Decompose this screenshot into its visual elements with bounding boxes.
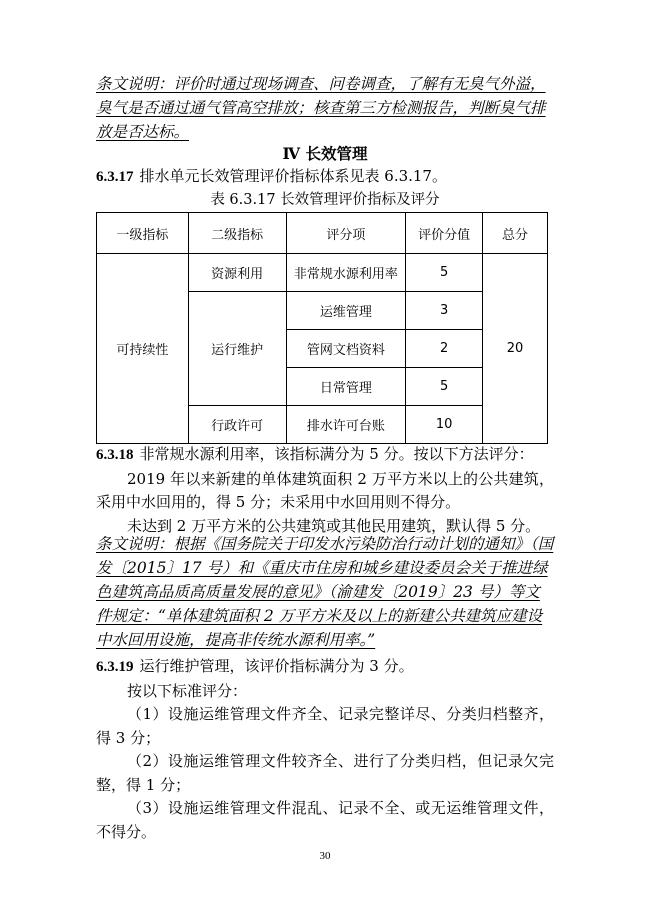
page-number: 30 — [319, 850, 331, 862]
clause-paragraph: 2019 年以来新建的单体建筑面积 2 万平方米以上的公共建筑，采用中水回用的，得 5 分；未采用中水回用则不得分。 — [96, 469, 554, 511]
evaluation-table — [96, 212, 548, 444]
commentary-note-odor: 条文说明：评价时通过现场调查、问卷调查，了解有无臭气外溢，臭气是否通过通气管高空排放；核查第三方检测报告，判断臭气排放是否达标。 — [96, 75, 546, 141]
item-score-cell: 2 — [406, 330, 483, 368]
header-cell: 二级指标 — [188, 213, 286, 254]
table-caption: 表 6.3.17 长效管理评价指标及评分 — [210, 192, 440, 208]
item-name-cell: 管网文档资料 — [286, 330, 406, 368]
criteria-item: （2）设施运维管理文件较齐全、进行了分类归档，但记录欠完整，得 1 分； — [96, 752, 554, 794]
level2-cell: 资源利用 — [188, 254, 286, 292]
item-name-cell: 非常规水源利用率 — [286, 254, 406, 292]
criteria-item: （1）设施运维管理文件齐全、记录完整详尽、分类归档整齐，得 3 分； — [96, 705, 554, 747]
table-row — [97, 254, 548, 292]
header-cell: 一级指标 — [97, 213, 189, 254]
clause-text: 非常规水源利用率，该指标满分为 5 分。按以下方法评分： — [139, 445, 534, 463]
clause-6-3-17 — [96, 165, 554, 190]
header-cell: 评分项 — [286, 213, 406, 254]
level2-cell: 运行维护 — [188, 292, 286, 406]
item-score-cell: 10 — [406, 406, 483, 444]
clause-6-3-18 — [96, 443, 554, 538]
clause-heading-line — [96, 655, 554, 680]
item-name-cell: 日常管理 — [286, 368, 406, 406]
clause-text: 排水单元长效管理评价指标体系见表 6.3.17。 — [139, 167, 447, 185]
clause-paragraph: 未达到 2 万平方米的公共建筑或其他民用建筑，默认得 5 分。 — [127, 516, 541, 535]
clause-6-3-19 — [96, 655, 554, 844]
criteria-item: （3）设施运维管理文件混乱、记录不全、或无运维管理文件，不得分。 — [96, 799, 554, 841]
item-score-cell: 5 — [406, 368, 483, 406]
table-header-row — [97, 213, 548, 254]
clause-intro: 按以下标准评分： — [127, 681, 248, 700]
item-name-cell: 排水许可台账 — [286, 406, 406, 444]
section-heading: Ⅳ 长效管理 — [282, 144, 368, 163]
total-cell: 20 — [483, 254, 548, 444]
item-score-cell: 5 — [406, 254, 483, 292]
commentary-note-reuse: 条文说明：根据《国务院关于印发水污染防治行动计划的通知》（国发〔2015〕17 号）和《重庆市住房和城乡建设委员会关于推进绿色建筑高品质高质量发展的意见》（渝建发〔2019〕23 号）等文件规定：“单体建筑面积 2 万平方米及以上的新建公共建筑应建设中水回用设施，提高非传统水源利用率。” — [96, 535, 554, 649]
commentary-text: 根据《国务院关于印发水污染防治行动计划的通知》（国发〔2015〕17 号）和《重庆市住房和城乡建设委员会关于推进绿色建筑高品质高质量发展的意见》（渝建发〔2019〕23 号）等文件规定：“单体建筑面积 2 万平方米及以上的新建公共建筑应建设中水回用设施，提高非传统水源利用率。” — [96, 535, 554, 649]
clause-number: 6.3.19 — [96, 659, 134, 675]
header-cell: 总分 — [483, 213, 548, 254]
commentary-text: 评价时通过现场调查、问卷调查，了解有无臭气外溢，臭气是否通过通气管高空排放；核查第三方检测报告，判断臭气排放是否达标。 — [96, 75, 546, 141]
level2-cell: 行政许可 — [188, 406, 286, 444]
clause-heading-line — [96, 443, 554, 468]
header-cell: 评价分值 — [406, 213, 483, 254]
commentary-label: 条文说明 — [96, 535, 159, 553]
level1-cell: 可持续性 — [97, 254, 189, 444]
commentary-label: 条文说明 — [96, 75, 159, 93]
clause-text: 运行维护管理，该评价指标满分为 3 分。 — [139, 657, 414, 675]
item-name-cell: 运维管理 — [286, 292, 406, 330]
clause-number: 6.3.17 — [96, 169, 134, 185]
clause-number: 6.3.18 — [96, 447, 134, 463]
item-score-cell: 3 — [406, 292, 483, 330]
